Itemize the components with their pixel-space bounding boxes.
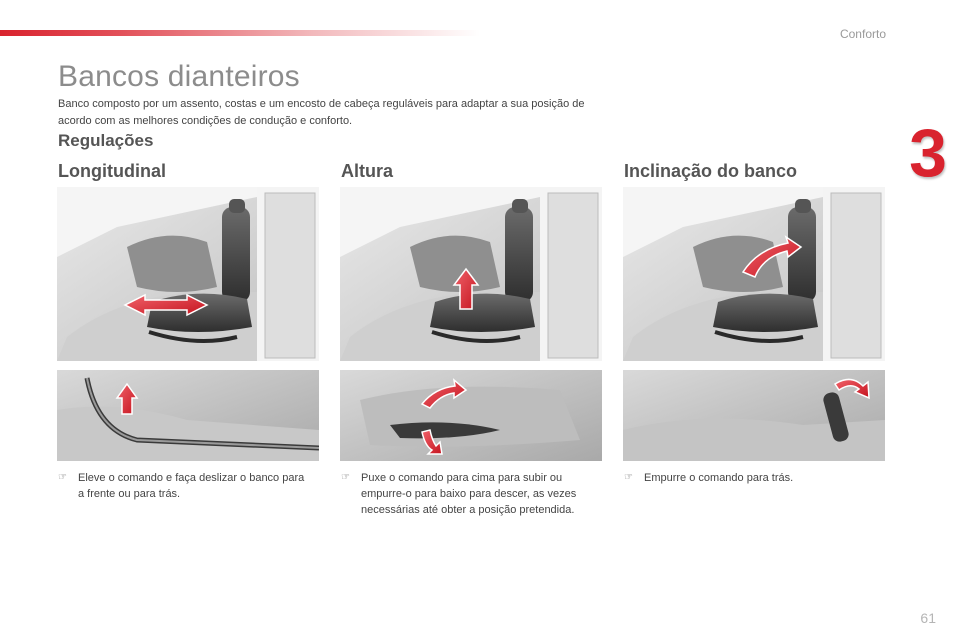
section-label: Conforto xyxy=(839,27,886,41)
page-title: Bancos dianteiros xyxy=(58,60,300,93)
instruction-height xyxy=(341,470,591,518)
pointing-hand-icon: ☞ xyxy=(341,472,350,483)
header-accent-bar xyxy=(0,30,480,36)
lever-detail-height xyxy=(340,370,602,461)
chapter-number: 3 xyxy=(909,115,947,191)
pointing-hand-icon: ☞ xyxy=(624,472,633,483)
instruction-text: Puxe o comando para cima para subir ou empurre-o para baixo para descer, as vezes necessárias até obter a posição pretendida. xyxy=(361,472,577,516)
lever-detail-longitudinal xyxy=(57,370,319,461)
settings-subheading: Regulações xyxy=(58,131,154,150)
lever-detail-tilt xyxy=(623,370,885,461)
instruction-text: Empurre o comando para trás. xyxy=(644,472,794,484)
heading-height: Altura xyxy=(341,161,394,181)
page-number: 61 xyxy=(920,610,936,626)
instruction-longitudinal xyxy=(58,470,308,502)
seat-photo-longitudinal xyxy=(57,187,319,361)
heading-seat-tilt: Inclinação do banco xyxy=(624,161,798,181)
instruction-text: Eleve o comando e faça deslizar o banco para a frente ou para trás. xyxy=(78,472,305,500)
heading-longitudinal: Longitudinal xyxy=(58,161,166,181)
intro-paragraph: Banco composto por um assento, costas e um encosto de cabeça reguláveis para adaptar a sua posição de acordo com as melhores condições de condução e conforto. xyxy=(58,98,585,127)
seat-photo-height xyxy=(340,187,602,361)
instruction-tilt xyxy=(624,470,874,486)
pointing-hand-icon: ☞ xyxy=(58,472,67,483)
seat-photo-tilt xyxy=(623,187,885,361)
